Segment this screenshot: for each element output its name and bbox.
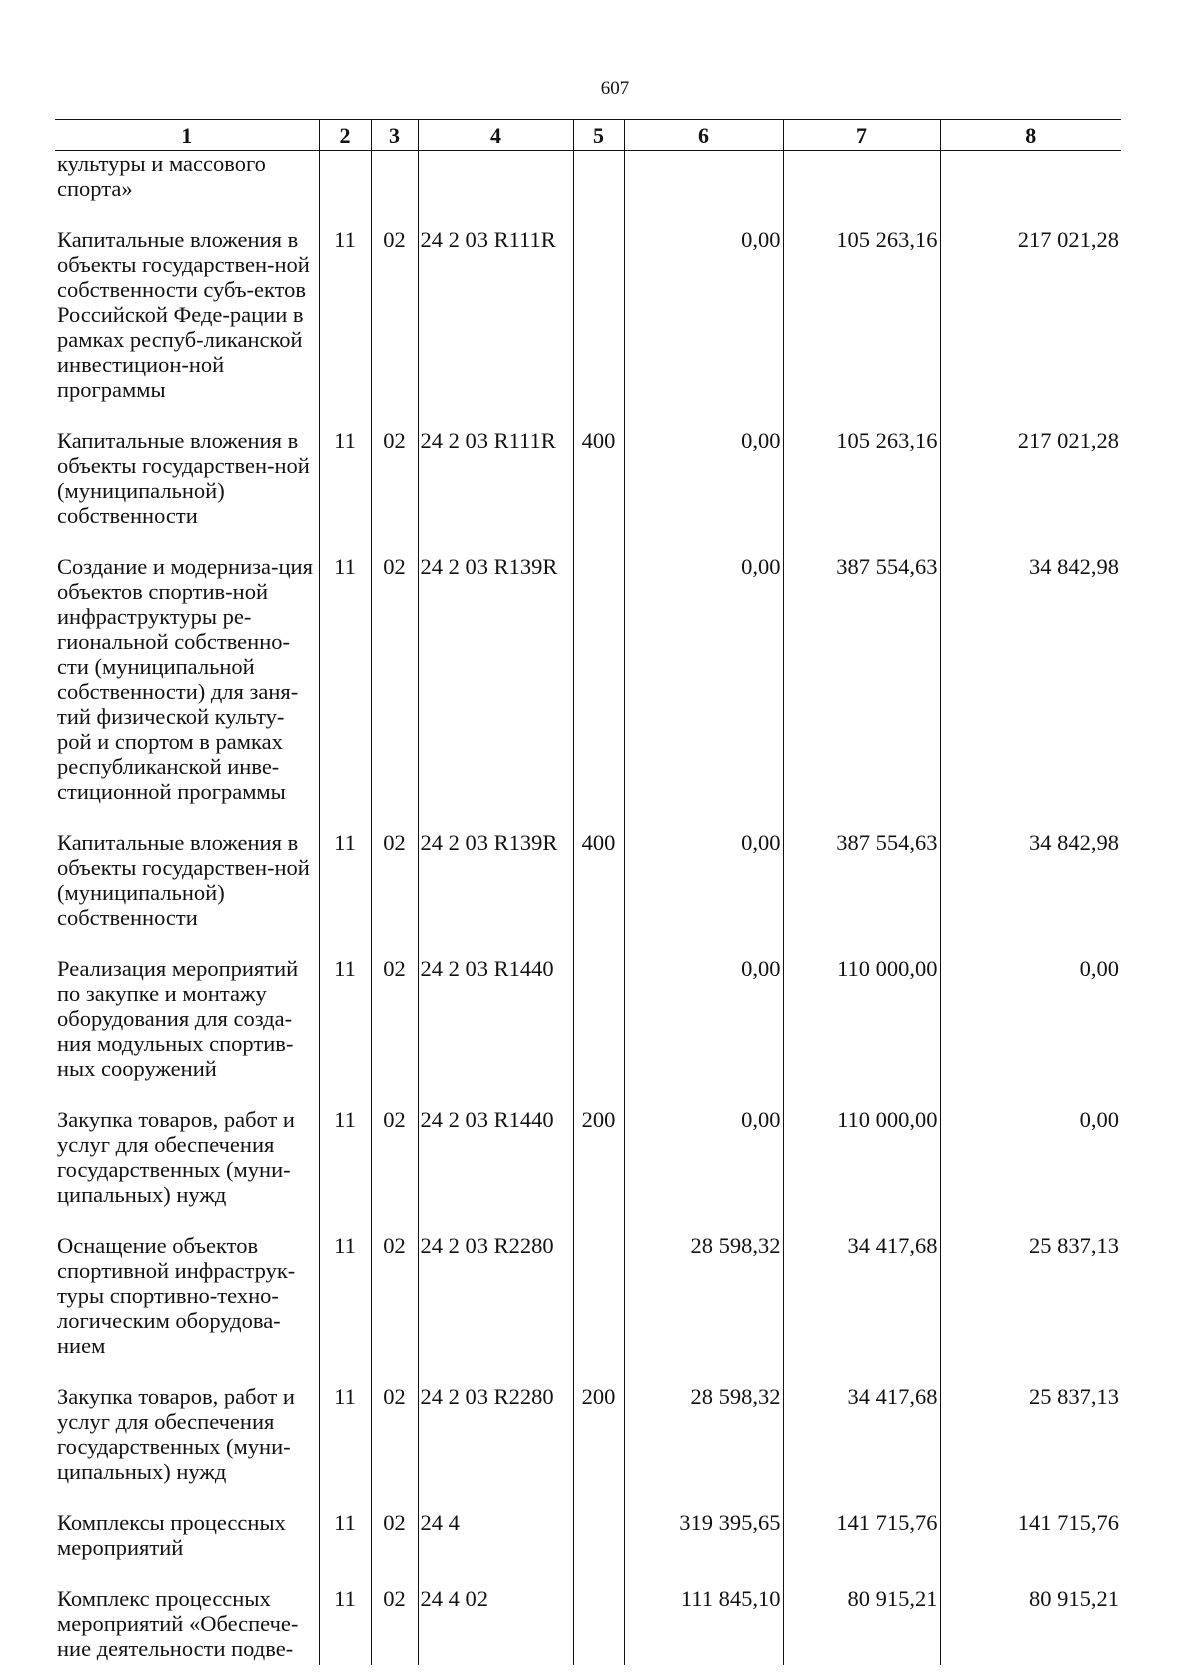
cell-amount-6: 0,00 bbox=[624, 956, 783, 1107]
cell-subsection: 02 bbox=[371, 1510, 418, 1586]
cell-amount-8: 80 915,21 bbox=[940, 1586, 1121, 1665]
cell-amount-8: 25 837,13 bbox=[940, 1233, 1121, 1384]
row-name: Капитальные вложения в объекты государствен-ной собственности субъ-ектов Российской Феде-рации в рамках респуб-ликанской инвестицион-ной программы bbox=[57, 227, 310, 402]
cell-expense-type bbox=[573, 1586, 624, 1665]
cell-section: 11 bbox=[319, 428, 371, 554]
cell-section: 11 bbox=[319, 1233, 371, 1384]
cell-amount-8: 0,00 bbox=[940, 1107, 1121, 1233]
table-row bbox=[55, 1510, 1121, 1586]
cell-target-code: 24 2 03 R2280 bbox=[418, 1233, 573, 1384]
column-header: 8 bbox=[940, 120, 1121, 151]
cell-expense-type: 400 bbox=[573, 830, 624, 956]
cell-expense-type bbox=[573, 227, 624, 428]
cell-target-code bbox=[418, 151, 573, 228]
cell-expense-type: 400 bbox=[573, 428, 624, 554]
table-row bbox=[55, 554, 1121, 830]
cell-amount-6: 0,00 bbox=[624, 554, 783, 830]
cell-amount-8: 25 837,13 bbox=[940, 1384, 1121, 1510]
cell-subsection: 02 bbox=[371, 227, 418, 428]
table-row bbox=[55, 428, 1121, 554]
cell-amount-7: 34 417,68 bbox=[783, 1384, 940, 1510]
column-header: 7 bbox=[783, 120, 940, 151]
cell-amount-6: 0,00 bbox=[624, 1107, 783, 1233]
cell-expense-type: 200 bbox=[573, 1107, 624, 1233]
cell-amount-7: 387 554,63 bbox=[783, 830, 940, 956]
cell-section: 11 bbox=[319, 227, 371, 428]
column-header: 2 bbox=[319, 120, 371, 151]
cell-amount-8 bbox=[940, 151, 1121, 228]
cell-amount-7: 110 000,00 bbox=[783, 956, 940, 1107]
cell-subsection: 02 bbox=[371, 1233, 418, 1384]
cell-subsection: 02 bbox=[371, 428, 418, 554]
cell-amount-6: 0,00 bbox=[624, 830, 783, 956]
cell-target-code: 24 4 02 bbox=[418, 1586, 573, 1665]
cell-amount-6: 111 845,10 bbox=[624, 1586, 783, 1665]
cell-amount-6: 28 598,32 bbox=[624, 1233, 783, 1384]
cell-target-code: 24 4 bbox=[418, 1510, 573, 1586]
row-name: Закупка товаров, работ и услуг для обеспечения государственных (муни-ципальных) нужд bbox=[57, 1107, 295, 1207]
table-row bbox=[55, 830, 1121, 956]
cell-expense-type bbox=[573, 1510, 624, 1586]
row-name: Создание и модерниза-ция объектов спортив-ной инфраструктуры ре-гиональной собственно-сти (муниципальной собственности) для заня-тий физической культу-рой и спортом в рамках республиканской инве-стиционной программы bbox=[57, 554, 313, 804]
cell-section bbox=[319, 151, 371, 228]
cell-expense-type: 200 bbox=[573, 1384, 624, 1510]
cell-target-code: 24 2 03 R111R bbox=[418, 227, 573, 428]
budget-table bbox=[55, 119, 1121, 1665]
cell-amount-7: 387 554,63 bbox=[783, 554, 940, 830]
table-row bbox=[55, 1384, 1121, 1510]
table-row bbox=[55, 151, 1121, 228]
cell-amount-8: 0,00 bbox=[940, 956, 1121, 1107]
cell-section: 11 bbox=[319, 554, 371, 830]
cell-amount-7: 141 715,76 bbox=[783, 1510, 940, 1586]
row-name: Закупка товаров, работ и услуг для обеспечения государственных (муни-ципальных) нужд bbox=[57, 1384, 295, 1484]
cell-subsection: 02 bbox=[371, 1107, 418, 1233]
row-name: Реализация мероприятий по закупке и монтажу оборудования для созда-ния модульных спортив-ных сооружений bbox=[57, 956, 299, 1081]
row-name: Капитальные вложения в объекты государствен-ной (муниципальной) собственности bbox=[57, 830, 310, 930]
cell-amount-8: 217 021,28 bbox=[940, 428, 1121, 554]
column-header: 6 bbox=[624, 120, 783, 151]
row-name: культуры и массового спорта» bbox=[57, 151, 266, 201]
cell-amount-7: 80 915,21 bbox=[783, 1586, 940, 1665]
page-number: 607 bbox=[600, 78, 630, 99]
cell-expense-type bbox=[573, 151, 624, 228]
cell-subsection bbox=[371, 151, 418, 228]
row-name: Комплексы процессных мероприятий bbox=[57, 1510, 286, 1560]
column-header: 4 bbox=[418, 120, 573, 151]
table-row bbox=[55, 956, 1121, 1107]
column-header: 3 bbox=[371, 120, 418, 151]
table-row bbox=[55, 1586, 1121, 1665]
cell-amount-7: 105 263,16 bbox=[783, 227, 940, 428]
cell-amount-8: 217 021,28 bbox=[940, 227, 1121, 428]
cell-section: 11 bbox=[319, 1510, 371, 1586]
cell-target-code: 24 2 03 R111R bbox=[418, 428, 573, 554]
header-row bbox=[55, 120, 1121, 151]
table-row bbox=[55, 227, 1121, 428]
cell-target-code: 24 2 03 R139R bbox=[418, 554, 573, 830]
cell-subsection: 02 bbox=[371, 1384, 418, 1510]
cell-section: 11 bbox=[319, 1384, 371, 1510]
cell-amount-8: 34 842,98 bbox=[940, 554, 1121, 830]
cell-target-code: 24 2 03 R1440 bbox=[418, 1107, 573, 1233]
cell-amount-6: 0,00 bbox=[624, 428, 783, 554]
cell-amount-7: 105 263,16 bbox=[783, 428, 940, 554]
cell-amount-7: 110 000,00 bbox=[783, 1107, 940, 1233]
cell-amount-8: 141 715,76 bbox=[940, 1510, 1121, 1586]
table-row bbox=[55, 1107, 1121, 1233]
cell-amount-8: 34 842,98 bbox=[940, 830, 1121, 956]
cell-amount-6: 28 598,32 bbox=[624, 1384, 783, 1510]
cell-expense-type bbox=[573, 554, 624, 830]
cell-amount-6 bbox=[624, 151, 783, 228]
cell-target-code: 24 2 03 R1440 bbox=[418, 956, 573, 1107]
cell-section: 11 bbox=[319, 1107, 371, 1233]
row-name: Капитальные вложения в объекты государствен-ной (муниципальной) собственности bbox=[57, 428, 310, 528]
cell-amount-6: 0,00 bbox=[624, 227, 783, 428]
cell-section: 11 bbox=[319, 956, 371, 1107]
cell-subsection: 02 bbox=[371, 1586, 418, 1665]
cell-subsection: 02 bbox=[371, 830, 418, 956]
cell-section: 11 bbox=[319, 1586, 371, 1665]
table-row bbox=[55, 1233, 1121, 1384]
row-name: Оснащение объектов спортивной инфраструк-туры спортивно-техно-логическим оборудова-нием bbox=[57, 1233, 296, 1358]
cell-amount-7 bbox=[783, 151, 940, 228]
cell-target-code: 24 2 03 R139R bbox=[418, 830, 573, 956]
cell-amount-7: 34 417,68 bbox=[783, 1233, 940, 1384]
cell-section: 11 bbox=[319, 830, 371, 956]
cell-amount-6: 319 395,65 bbox=[624, 1510, 783, 1586]
row-name: Комплекс процессных мероприятий «Обеспече-ние деятельности подве- bbox=[57, 1586, 299, 1661]
cell-target-code: 24 2 03 R2280 bbox=[418, 1384, 573, 1510]
cell-expense-type bbox=[573, 1233, 624, 1384]
cell-expense-type bbox=[573, 956, 624, 1107]
cell-subsection: 02 bbox=[371, 956, 418, 1107]
cell-subsection: 02 bbox=[371, 554, 418, 830]
column-header: 1 bbox=[55, 120, 319, 151]
column-header: 5 bbox=[573, 120, 624, 151]
